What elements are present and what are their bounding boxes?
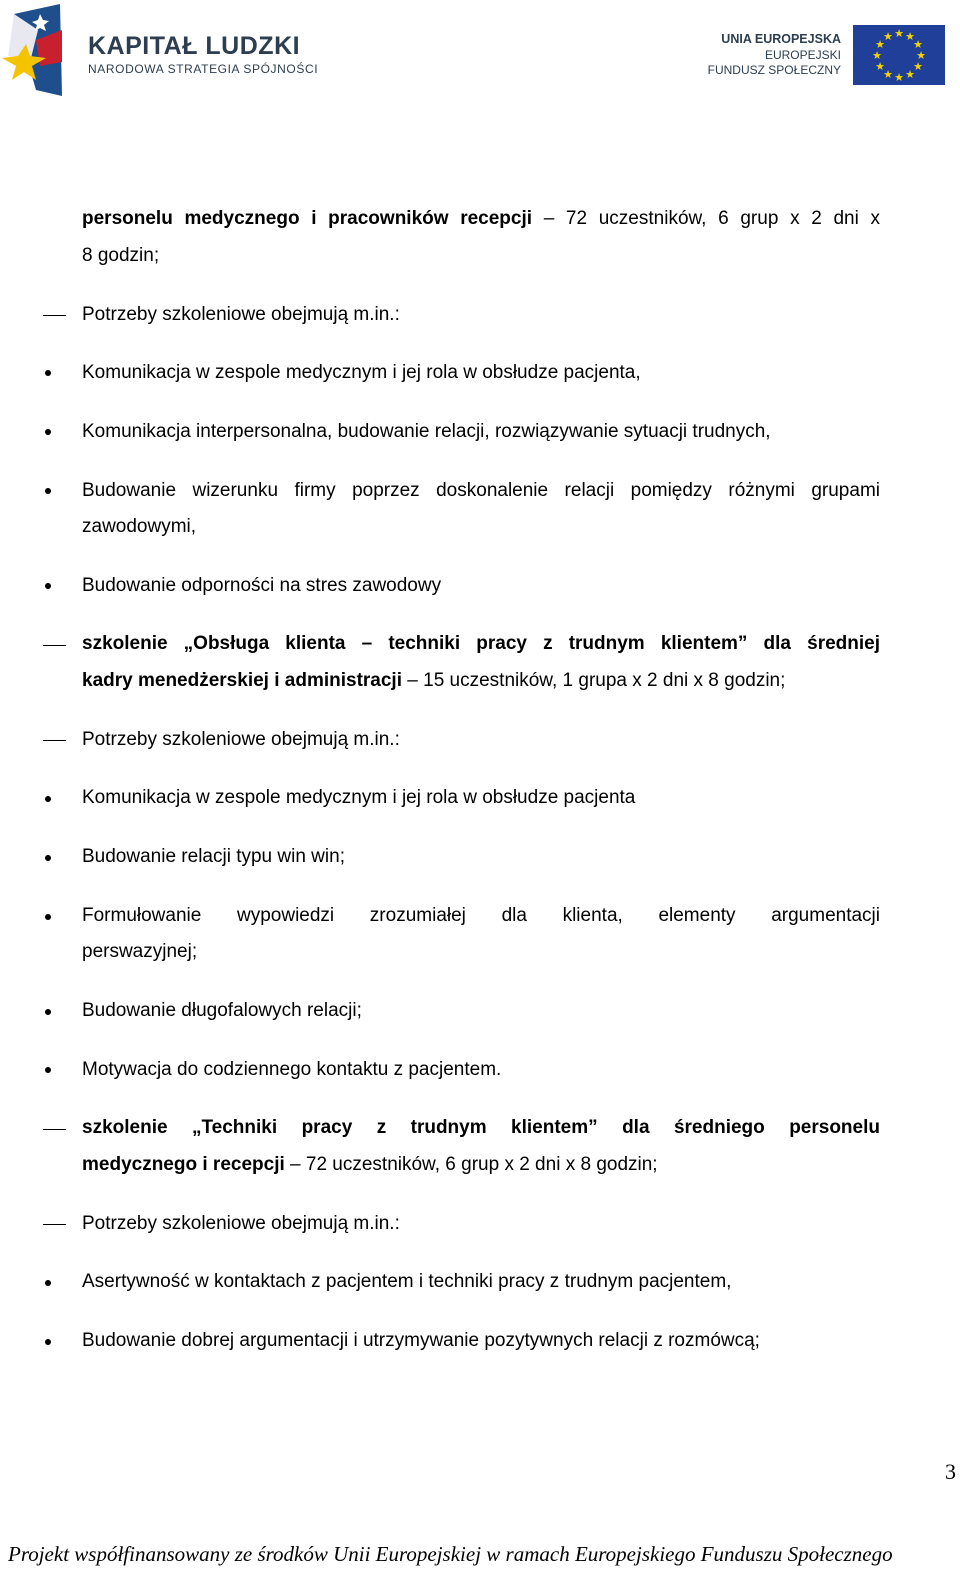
eu-logo-text [708,32,841,79]
svg-text:★: ★ [894,71,904,84]
logo-subtitle: NARODOWA STRATEGIA SPÓJNOŚCI [88,62,319,76]
eu-line-1: UNIA EUROPEJSKA [721,32,841,46]
list-item: Budowanie odporności na stres zawodowy [82,575,442,596]
dash-marker [43,1224,66,1225]
list-item: Budowanie relacji typu win win; [82,846,345,867]
list-item: Komunikacja w zespole medycznym i jej rola w obsłudze pacjenta [82,787,636,808]
svg-text:★: ★ [872,49,882,62]
footer-text: Projekt współfinansowany ze środków Unii Europejskiej w ramach Europejskiego Funduszu Społecznego [8,1542,893,1566]
svg-text:★: ★ [916,49,926,62]
dash-marker [43,740,66,741]
eu-line-3: FUNDUSZ SPOŁECZNY [707,63,841,77]
bullet-icon [45,914,51,920]
list-item: Formułowanie wypowiedzi zrozumiałej dla klienta, elementy argumentacji [82,905,880,926]
bullet-icon [45,1280,51,1286]
list-item: Asertywność w kontaktach z pacjentem i techniki pracy z trudnym pacjentem, [82,1271,732,1292]
bullet-icon [45,855,51,861]
training-3-line-2: medycznego i recepcji – 72 uczestników, 6 grup x 2 dni x 8 godzin; [82,1154,658,1175]
bullet-icon [45,1067,51,1073]
list-item-continuation: perswazyjnej; [82,941,198,962]
eu-flag-icon [853,25,945,85]
svg-text:★: ★ [913,60,923,73]
dash-marker [43,1129,66,1130]
bullet-icon [45,583,51,589]
needs-heading-2: Potrzeby szkoleniowe obejmują m.in.: [82,729,400,750]
training-1-line-2: 8 godzin; [82,245,160,266]
list-item: Budowanie wizerunku firmy poprzez doskonalenie relacji pomiędzy różnymi grupami [82,480,880,501]
training-2-line-1: szkolenie „Obsługa klienta – techniki pracy z trudnym klientem” dla średniej [82,633,880,654]
list-item: Komunikacja interpersonalna, budowanie relacji, rozwiązywanie sytuacji trudnych, [82,421,771,442]
bullet-icon [45,488,51,494]
bullet-icon [45,1339,51,1345]
svg-text:★: ★ [905,30,915,43]
dash-marker [43,315,66,316]
svg-text:★: ★ [905,68,915,81]
eu-line-2: EUROPEJSKI [764,47,841,62]
page-number: 3 [945,1459,956,1484]
svg-text:★: ★ [894,27,904,40]
svg-text:★: ★ [875,60,885,73]
bullet-icon [45,370,51,376]
dash-marker [43,645,66,646]
list-item: Budowanie długofalowych relacji; [82,1000,362,1021]
svg-text:★: ★ [875,38,885,51]
needs-heading-3: Potrzeby szkoleniowe obejmują m.in.: [82,1213,400,1234]
bullet-icon [45,429,51,435]
training-2-line-2: kadry menedżerskiej i administracji – 15 uczestników, 1 grupa x 2 dni x 8 godzin; [82,670,786,691]
bullet-icon [45,796,51,802]
list-item: Budowanie dobrej argumentacji i utrzymywanie pozytywnych relacji z rozmówcą; [82,1330,760,1351]
training-3-line-1: szkolenie „Techniki pracy z trudnym klientem” dla średniego personelu [82,1117,880,1138]
svg-text:★: ★ [883,68,893,81]
logo-title: KAPITAŁ LUDZKI [88,32,301,60]
training-1-line-1: personelu medycznego i pracowników recepcji – 72 uczestników, 6 grup x 2 dni x [82,208,880,229]
bullet-icon [45,1009,51,1015]
list-item: Komunikacja w zespole medycznym i jej rola w obsłudze pacjenta, [82,362,641,383]
list-item: Motywacja do codziennego kontaktu z pacjentem. [82,1059,502,1080]
svg-text:★: ★ [883,30,893,43]
svg-text:★: ★ [913,38,923,51]
list-item-continuation: zawodowymi, [82,516,197,537]
needs-heading-1: Potrzeby szkoleniowe obejmują m.in.: [82,304,400,325]
